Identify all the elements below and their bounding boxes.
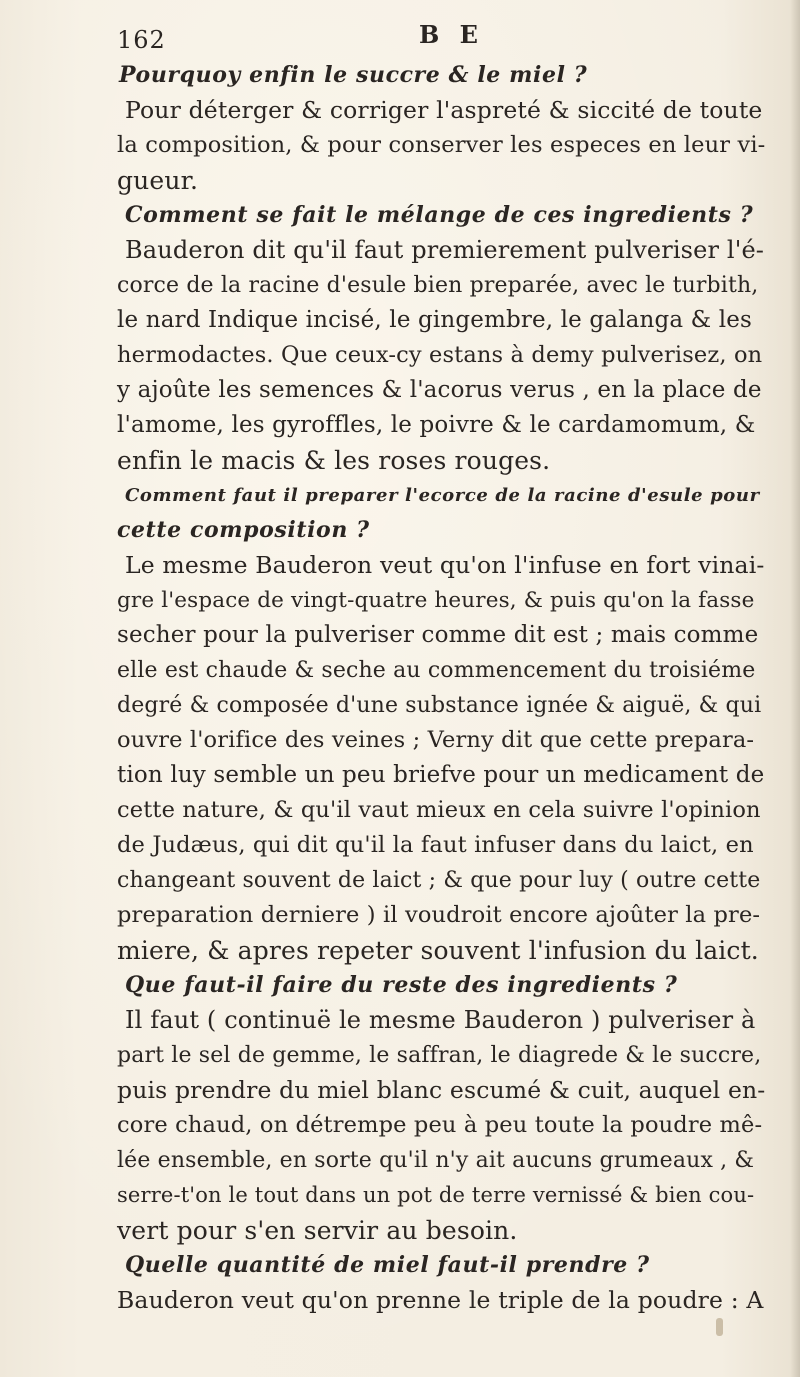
text-line: Bauderon veut qu'on prenne le triple de la poudre : A (117, 1286, 764, 1314)
text-line: l'amome, les gyroffles, le poivre & le cardamomum, & (117, 412, 756, 438)
text-line: le nard Indique incisé, le gingembre, le galanga & les (117, 307, 752, 333)
page-edge-shadow (790, 0, 800, 1377)
text-line: y ajoûte les semences & l'acorus verus , en la place de (117, 377, 762, 403)
text-line: gueur. (117, 166, 199, 195)
text-line: Il faut ( continuë le mesme Bauderon ) pulveriser à (125, 1006, 756, 1034)
text-line: de Judæus, qui dit qu'il la faut infuser dans du laict, en (117, 832, 754, 858)
text-line: part le sel de gemme, le saffran, le diagrede & le succre, (117, 1043, 762, 1068)
text-line: ouvre l'orifice des veines ; Verny dit que cette prepara- (117, 727, 755, 753)
question-line: cette composition ? (117, 517, 370, 543)
text-line: hermodactes. Que ceux-cy estans à demy pulverisez, on (117, 342, 763, 368)
question-line: Pourquoy enfin le succre & le miel ? (119, 62, 588, 88)
text-line: Bauderon dit qu'il faut premierement pulveriser l'é- (125, 236, 765, 264)
question-line: Que faut-il faire du reste des ingredients ? (125, 972, 678, 998)
page-header (117, 14, 637, 54)
page-number: 162 (117, 26, 166, 54)
text-line: elle est chaude & seche au commencement du troisiéme (117, 658, 756, 683)
text-line: la composition, & pour conserver les especes en leur vi- (117, 132, 766, 158)
text-line: gre l'espace de vingt-quatre heures, & puis qu'on la fasse (117, 588, 755, 613)
ink-mark (716, 1318, 723, 1336)
text-line: vert pour s'en servir au besoin. (117, 1216, 518, 1245)
running-head: B E (419, 20, 484, 49)
text-line: Le mesme Bauderon veut qu'on l'infuse en fort vinai- (125, 551, 765, 579)
text-line: miere, & apres repeter souvent l'infusion du laict. (117, 936, 759, 965)
question-line: Comment se fait le mélange de ces ingredients ? (125, 202, 754, 228)
text-line: degré & composée d'une substance ignée & aiguë, & qui (117, 693, 762, 718)
text-line: core chaud, on détrempe peu à peu toute la poudre mê- (117, 1112, 763, 1138)
question-line: Comment faut il preparer l'ecorce de la racine d'esule pour (125, 485, 760, 506)
text-line: lée ensemble, en sorte qu'il n'y ait aucuns grumeaux , & (117, 1148, 755, 1173)
body-text (117, 58, 765, 1318)
question-line: Quelle quantité de miel faut-il prendre ? (125, 1252, 650, 1278)
text-line: tion luy semble un peu briefve pour un medicament de (117, 762, 765, 788)
text-line: changeant souvent de laict ; & que pour luy ( outre cette (117, 868, 761, 893)
text-line: puis prendre du miel blanc escumé & cuit, auquel en- (117, 1076, 766, 1104)
text-line: preparation derniere ) il voudroit encore ajoûter la pre- (117, 902, 761, 928)
text-line: cette nature, & qu'il vaut mieux en cela suivre l'opinion (117, 797, 761, 823)
text-line: secher pour la pulveriser comme dit est ; mais comme (117, 622, 759, 648)
text-line: serre-t'on le tout dans un pot de terre vernissé & bien cou- (117, 1183, 755, 1207)
text-line: corce de la racine d'esule bien preparée, avec le turbith, (117, 273, 759, 298)
text-line: Pour déterger & corriger l'aspreté & siccité de toute (125, 96, 763, 124)
text-line: enfin le macis & les roses rouges. (117, 446, 551, 475)
